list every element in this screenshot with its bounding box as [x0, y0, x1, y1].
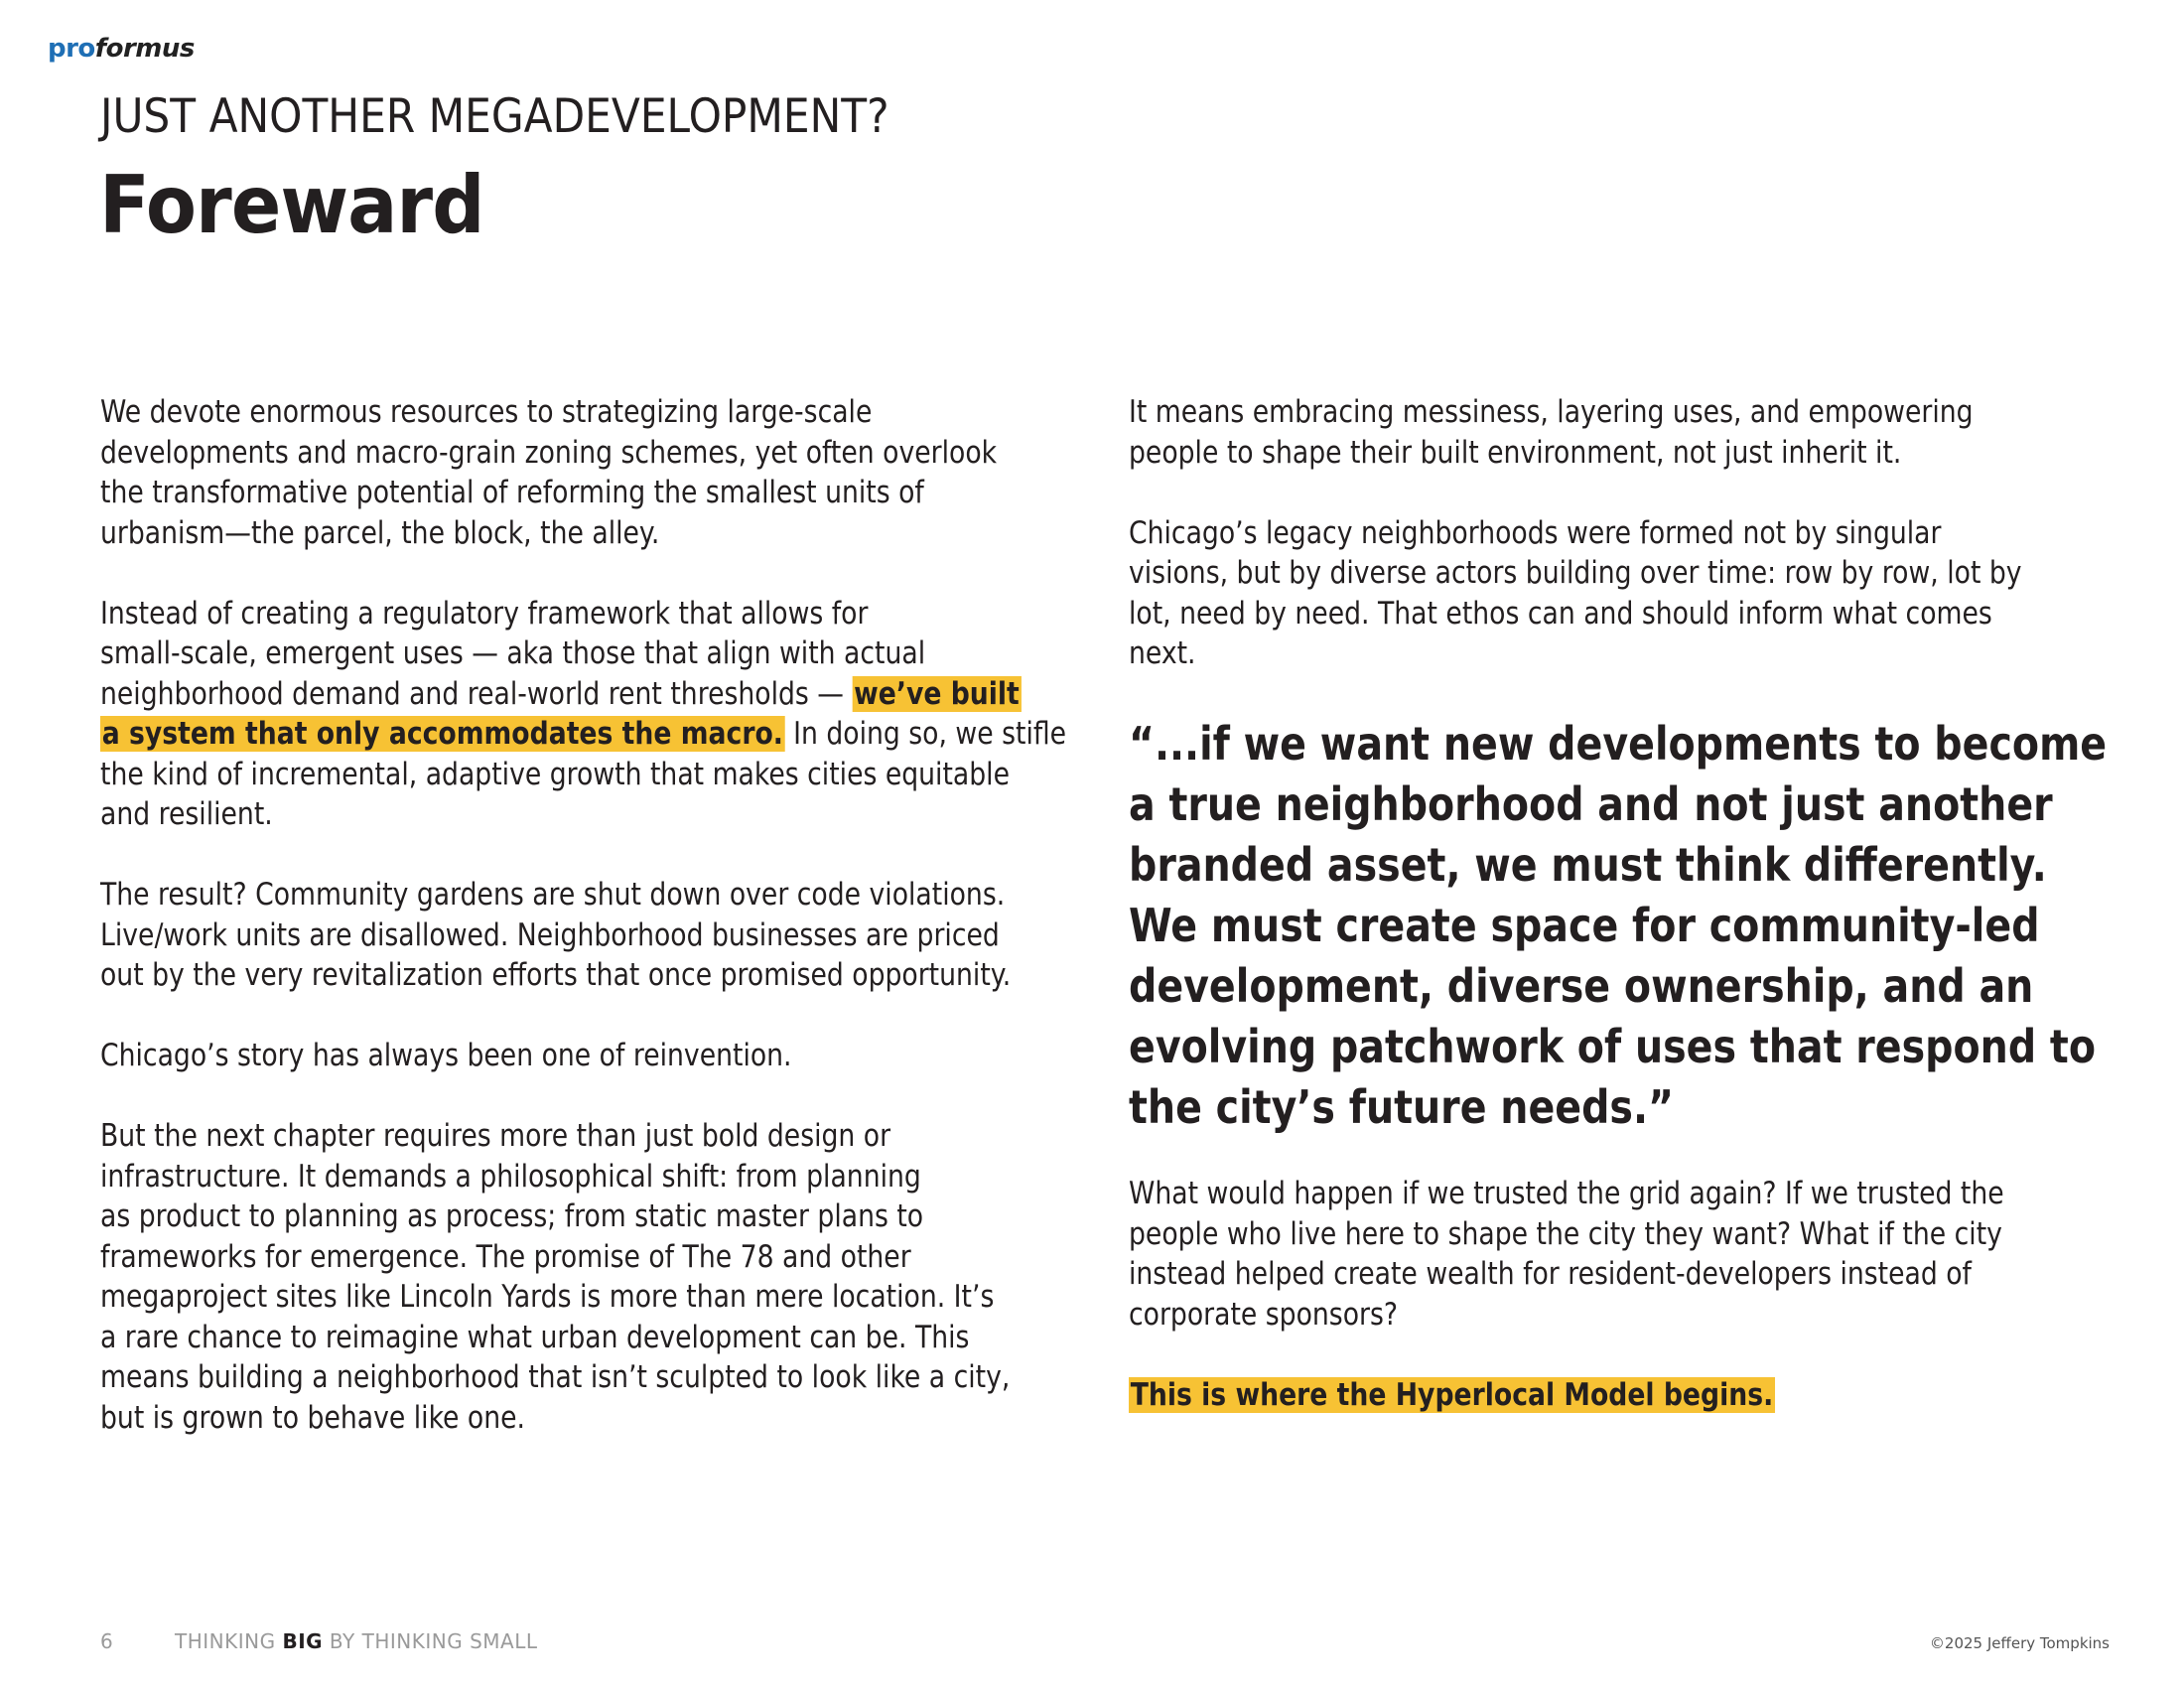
text-line: urbanism—the parcel, the block, the alley. [100, 514, 660, 551]
paragraph-result [100, 875, 1012, 996]
logo-pro: pro [48, 34, 95, 64]
text-line: developments and macro-grain zoning schemes, yet often overlook [100, 434, 998, 471]
quote-line: evolving patchwork of uses that respond to [1129, 1020, 2097, 1073]
text-line: But the next chapter requires more than just bold design or [100, 1118, 891, 1154]
text-line: megaproject sites like Lincoln Yards is more than mere location. It’s [100, 1279, 995, 1315]
text-line: the kind of incremental, adaptive growth that makes cities equitable [100, 756, 1010, 792]
text-line: Instead of creating a regulatory framework that allows for [100, 595, 869, 632]
text-segment: neighborhood demand and real-world rent thresholds — [100, 675, 853, 712]
text-line: corporate sponsors? [1129, 1296, 1399, 1333]
text-line: the transformative potential of reforming the smallest units of [100, 475, 924, 510]
paragraph-closing [1129, 1375, 1991, 1416]
quote-line: a true neighborhood and not just another [1129, 777, 2053, 831]
text-segment: In doing so, we stifle [784, 716, 1067, 752]
text-line: It means embracing messiness, layering uses, and empowering [1129, 394, 1974, 430]
text-line: The result? Community gardens are shut down over code violations. [100, 877, 1006, 913]
text-line: We devote enormous resources to strategizing large-scale [100, 394, 873, 430]
right-column [1129, 392, 2108, 1456]
text-line: infrastructure. It demands a philosophical shift: from planning [100, 1158, 921, 1195]
page-title: Foreward [99, 159, 484, 251]
text-line: Live/work units are disallowed. Neighborhood businesses are priced [100, 916, 1000, 953]
text-line: out by the very revitalization efforts that once promised opportunity. [100, 957, 1012, 993]
text-line: means building a neighborhood that isn’t sculpted to look like a city, [100, 1359, 1011, 1395]
paragraph-intro [100, 392, 998, 553]
text-line: instead helped create wealth for resident-developers instead of [1129, 1256, 1972, 1292]
text-line: a rare chance to reimagine what urban development can be. This [100, 1319, 970, 1355]
running-title-big: BIG [282, 1629, 324, 1653]
text-line: people to shape their built environment, not just inherit it. [1129, 434, 1902, 471]
paragraph-messiness [1129, 392, 1991, 473]
text-line: small-scale, emergent uses — aka those that align with actual [100, 635, 926, 671]
text-line: Chicago’s legacy neighborhoods were formed not by singular [1129, 514, 1942, 551]
paragraph-legacy [1129, 513, 2022, 674]
text-line [100, 714, 1067, 755]
text-line [100, 674, 1020, 715]
paragraph-next-chapter [100, 1116, 1011, 1438]
text-line: frameworks for emergence. The promise of The 78 and other [100, 1238, 911, 1275]
proformus-logo [48, 34, 195, 64]
running-title-post: BY THINKING SMALL [323, 1629, 538, 1653]
logo-formus: formus [94, 34, 195, 64]
running-title-pre: THINKING [175, 1629, 283, 1653]
quote-line: branded asset, we must think differently. [1129, 838, 2047, 892]
text-line: lot, need by need. That ethos can and should inform what comes [1129, 595, 1992, 632]
quote-line: the city’s future needs.” [1129, 1080, 1675, 1134]
text-line: What would happen if we trusted the grid again? If we trusted the [1129, 1176, 2004, 1211]
running-title [175, 1629, 537, 1653]
quote-line: development, diverse ownership, and an [1129, 959, 2034, 1013]
closing-highlight: This is where the Hyperlocal Model begins. [1130, 1376, 1774, 1413]
copyright: ©2025 Jeffery Tompkins [1929, 1634, 2110, 1652]
quote-line: We must create space for community-led [1129, 899, 2040, 952]
left-column [100, 392, 1067, 1478]
page-number: 6 [100, 1629, 114, 1653]
quote-line: “...if we want new developments to become [1129, 717, 2108, 771]
text-line: people who live here to shape the city they want? What if the city [1129, 1215, 2002, 1252]
section-kicker: JUST ANOTHER MEGADEVELOPMENT? [100, 89, 889, 144]
text-line: visions, but by diverse actors building over time: row by row, lot by [1129, 555, 2022, 591]
paragraph-reinvention [100, 1036, 963, 1076]
highlight-text: a system that only accommodates the macro. [101, 716, 783, 752]
highlight-text: we’ve built [854, 675, 1020, 712]
paragraph-regulatory [100, 594, 1067, 835]
text-line: Chicago’s story has always been one of reinvention. [100, 1038, 792, 1073]
text-line: next. [1129, 635, 1196, 671]
paragraph-questions [1129, 1174, 2004, 1335]
text-line: as product to planning as process; from static master plans to [100, 1198, 924, 1234]
text-line: and resilient. [100, 796, 273, 832]
pull-quote [1129, 714, 2108, 1138]
text-line: but is grown to behave like one. [100, 1399, 526, 1436]
